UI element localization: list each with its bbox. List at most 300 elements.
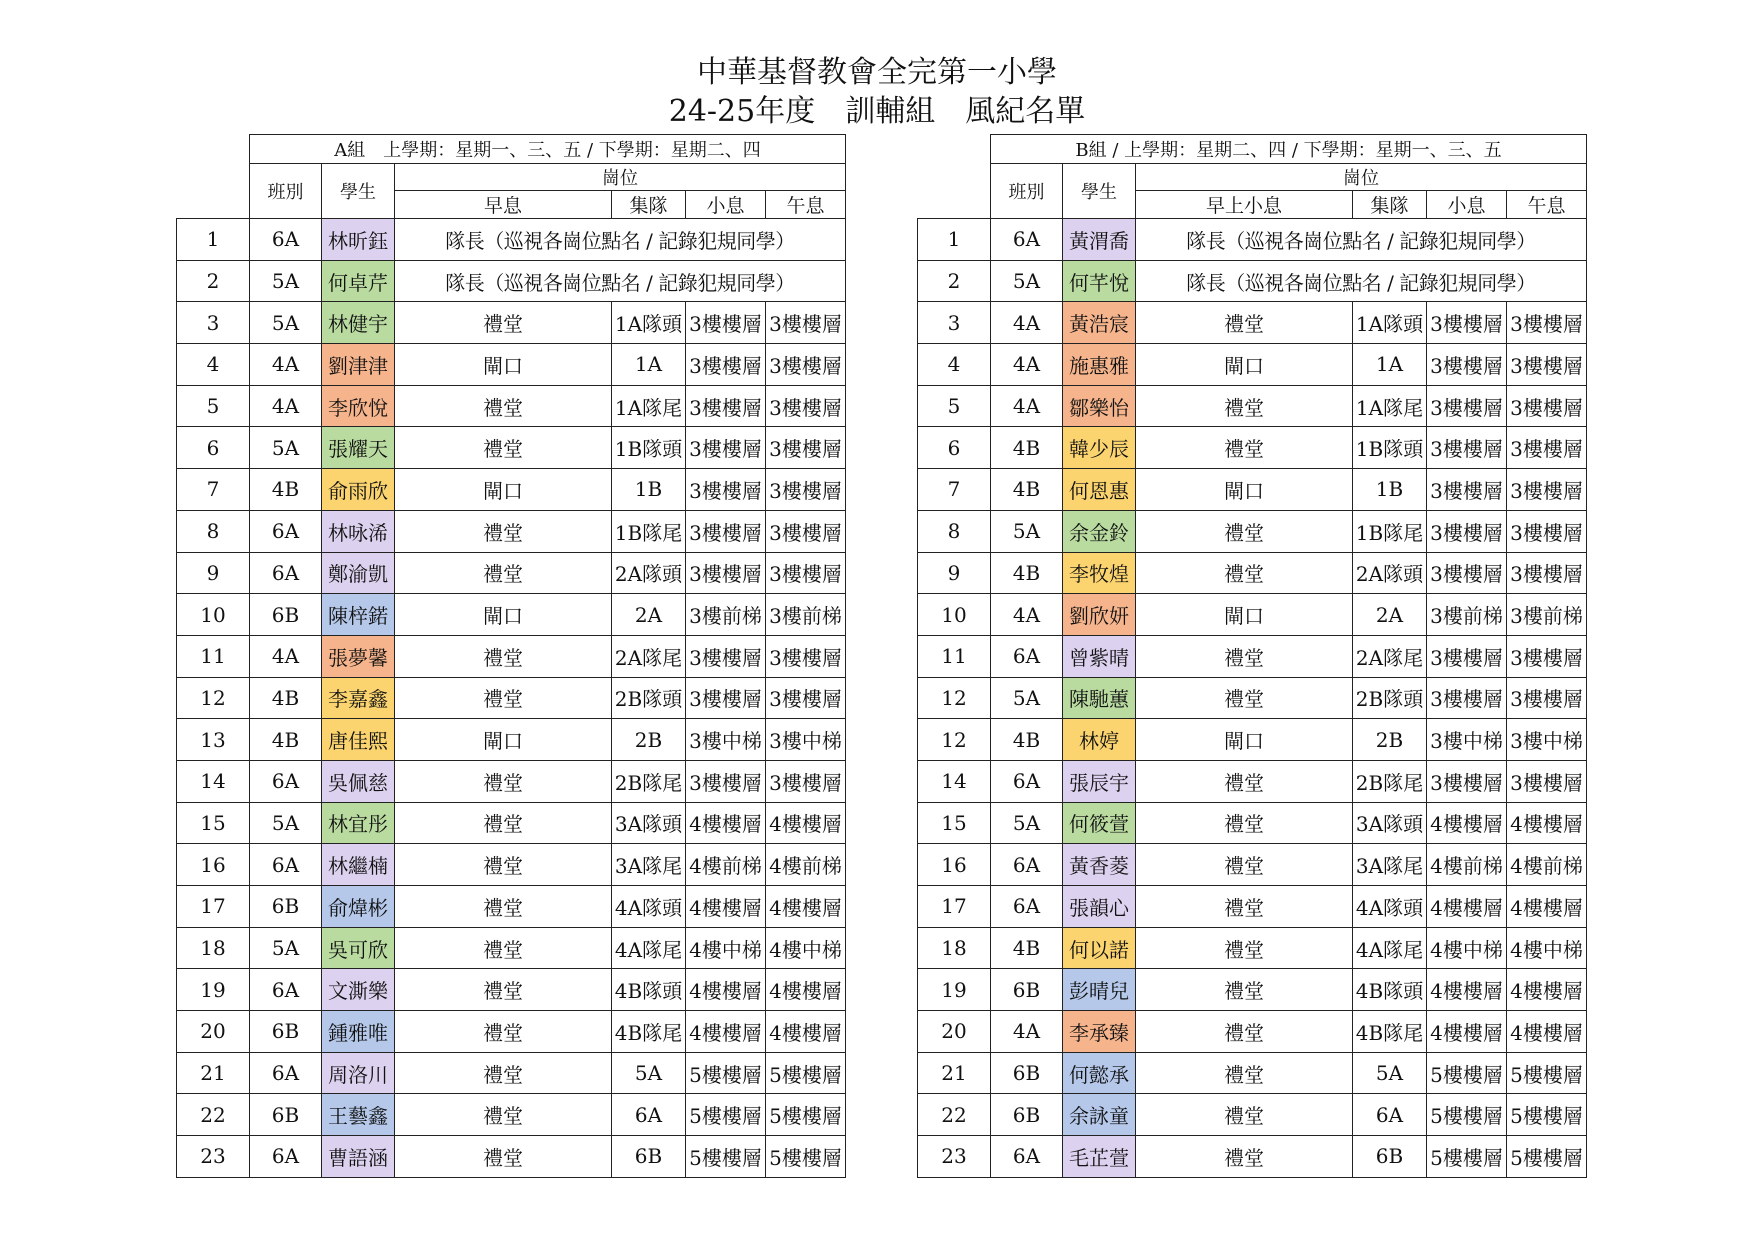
class-cell: 6A [991,886,1063,928]
lunch-post: 5樓樓層 [1507,1052,1587,1094]
table-row [177,969,846,1011]
recess-post: 4樓中梯 [686,927,766,969]
student-name: 李嘉鑫 [322,677,395,719]
table-row [177,260,846,302]
lunch-post: 3樓樓層 [766,302,846,344]
student-name: 林咏浠 [322,510,395,552]
assembly-post: 2A [612,594,686,636]
header-class: 班別 [250,164,322,219]
row-number: 4 [918,344,991,386]
morning-post: 禮堂 [1136,802,1353,844]
row-number: 3 [177,302,250,344]
student-name: 毛芷萱 [1063,1136,1136,1178]
recess-post: 3樓樓層 [1427,760,1507,802]
recess-post: 5樓樓層 [686,1052,766,1094]
row-number: 21 [177,1052,250,1094]
morning-post: 閘口 [395,344,612,386]
student-name: 張耀天 [322,427,395,469]
lunch-post: 3樓樓層 [1507,427,1587,469]
assembly-post: 6A [1353,1094,1427,1136]
recess-post: 3樓前梯 [686,594,766,636]
assembly-post: 2B隊頭 [1353,677,1427,719]
class-cell: 4B [991,427,1063,469]
row-number: 6 [177,427,250,469]
row-number: 18 [177,927,250,969]
row-number: 3 [918,302,991,344]
captain-duty: 隊長（巡視各崗位點名 / 記錄犯規同學） [1136,219,1587,261]
morning-post: 禮堂 [1136,760,1353,802]
assembly-post: 1B隊尾 [1353,510,1427,552]
recess-post: 3樓前梯 [1427,594,1507,636]
assembly-post: 5A [1353,1052,1427,1094]
row-number: 17 [918,886,991,928]
row-number: 23 [177,1136,250,1178]
class-cell: 5A [991,510,1063,552]
morning-post: 禮堂 [1136,1011,1353,1053]
class-cell: 6A [991,844,1063,886]
table-row [918,802,1587,844]
assembly-post: 1B [1353,469,1427,511]
assembly-post: 4B隊尾 [612,1011,686,1053]
lunch-post: 3樓樓層 [766,635,846,677]
recess-post: 3樓樓層 [1427,510,1507,552]
morning-post: 禮堂 [1136,844,1353,886]
row-number: 15 [918,802,991,844]
header-class: 班別 [991,164,1063,219]
morning-post: 閘口 [1136,719,1353,761]
class-cell: 5A [991,802,1063,844]
row-number: 5 [177,385,250,427]
row-number: 9 [918,552,991,594]
assembly-post: 4A隊頭 [612,886,686,928]
header-recess: 小息 [1427,191,1507,219]
morning-post: 禮堂 [1136,385,1353,427]
captain-duty: 隊長（巡視各崗位點名 / 記錄犯規同學） [395,219,846,261]
row-number: 22 [918,1094,991,1136]
row-number: 19 [177,969,250,1011]
assembly-post: 2B隊尾 [612,760,686,802]
lunch-post: 3樓樓層 [1507,760,1587,802]
class-cell: 5A [250,802,322,844]
assembly-post: 1A隊頭 [612,302,686,344]
student-name: 張辰宇 [1063,760,1136,802]
table-row [177,635,846,677]
table-row [177,594,846,636]
row-number: 11 [918,635,991,677]
recess-post: 4樓樓層 [1427,969,1507,1011]
morning-post: 閘口 [1136,594,1353,636]
lunch-post: 4樓樓層 [766,969,846,1011]
table-row [918,760,1587,802]
table-row [177,1136,846,1178]
group-a-body [177,219,846,1178]
class-cell: 4A [250,344,322,386]
table-row [918,1136,1587,1178]
assembly-post: 3A隊頭 [612,802,686,844]
lunch-post: 5樓樓層 [1507,1094,1587,1136]
recess-post: 3樓樓層 [686,510,766,552]
lunch-post: 4樓樓層 [766,886,846,928]
header-lunch: 午息 [1507,191,1587,219]
student-name: 林宜彤 [322,802,395,844]
morning-post: 閘口 [1136,344,1353,386]
student-name: 張韻心 [1063,886,1136,928]
student-name: 鍾雅唯 [322,1011,395,1053]
morning-post: 禮堂 [1136,969,1353,1011]
class-cell: 4A [250,635,322,677]
row-number: 21 [918,1052,991,1094]
assembly-post: 5A [612,1052,686,1094]
document-subtitle: 24-25年度 訓輔組 風紀名單 [668,94,1086,129]
recess-post: 3樓樓層 [686,760,766,802]
assembly-post: 1A隊頭 [1353,302,1427,344]
row-number: 1 [918,219,991,261]
captain-duty: 隊長（巡視各崗位點名 / 記錄犯規同學） [1136,260,1587,302]
lunch-post: 3樓樓層 [1507,552,1587,594]
assembly-post: 3A隊頭 [1353,802,1427,844]
table-row [177,886,846,928]
recess-post: 3樓樓層 [686,552,766,594]
table-row [177,469,846,511]
assembly-post: 1A隊尾 [612,385,686,427]
lunch-post: 3樓樓層 [1507,677,1587,719]
assembly-post: 3A隊尾 [1353,844,1427,886]
class-cell: 4B [991,927,1063,969]
row-number: 11 [177,635,250,677]
row-number: 20 [918,1011,991,1053]
row-number: 2 [177,260,250,302]
group-a-table [176,134,846,1178]
morning-post: 禮堂 [395,302,612,344]
table-row [918,469,1587,511]
assembly-post: 4A隊尾 [612,927,686,969]
recess-post: 3樓樓層 [1427,677,1507,719]
lunch-post: 3樓樓層 [766,427,846,469]
captain-duty: 隊長（巡視各崗位點名 / 記錄犯規同學） [395,260,846,302]
morning-post: 禮堂 [395,886,612,928]
morning-post: 禮堂 [395,635,612,677]
student-name: 吳可欣 [322,927,395,969]
lunch-post: 4樓前梯 [1507,844,1587,886]
student-name: 何恩惠 [1063,469,1136,511]
morning-post: 禮堂 [1136,927,1353,969]
recess-post: 4樓樓層 [686,1011,766,1053]
class-cell: 6A [991,635,1063,677]
row-number: 7 [177,469,250,511]
assembly-post: 6B [1353,1136,1427,1178]
lunch-post: 4樓中梯 [766,927,846,969]
student-name: 李牧煌 [1063,552,1136,594]
table-row [918,719,1587,761]
table-row [918,552,1587,594]
student-name: 張夢馨 [322,635,395,677]
student-name: 俞煒彬 [322,886,395,928]
morning-post: 禮堂 [1136,552,1353,594]
table-row [918,1011,1587,1053]
morning-post: 禮堂 [395,1011,612,1053]
assembly-post: 1B隊頭 [1353,427,1427,469]
lunch-post: 5樓樓層 [766,1136,846,1178]
lunch-post: 3樓樓層 [1507,385,1587,427]
recess-post: 4樓樓層 [1427,886,1507,928]
table-row [177,302,846,344]
assembly-post: 1A [612,344,686,386]
class-cell: 6A [991,219,1063,261]
class-cell: 6B [250,1011,322,1053]
table-row [177,385,846,427]
morning-post: 禮堂 [1136,635,1353,677]
lunch-post: 5樓樓層 [1507,1136,1587,1178]
row-number: 16 [177,844,250,886]
header-recess: 小息 [686,191,766,219]
student-name: 劉欣妍 [1063,594,1136,636]
group-b-table [917,134,1587,1178]
lunch-post: 4樓中梯 [1507,927,1587,969]
recess-post: 3樓樓層 [686,635,766,677]
class-cell: 6A [250,552,322,594]
recess-post: 3樓樓層 [686,385,766,427]
morning-post: 閘口 [395,594,612,636]
assembly-post: 6B [612,1136,686,1178]
table-row [177,844,846,886]
table-row [918,427,1587,469]
table-row [918,302,1587,344]
morning-post: 禮堂 [395,510,612,552]
row-number: 17 [177,886,250,928]
student-name: 余詠童 [1063,1094,1136,1136]
row-number: 9 [177,552,250,594]
lunch-post: 4樓樓層 [766,1011,846,1053]
row-number: 12 [177,677,250,719]
morning-post: 禮堂 [1136,1136,1353,1178]
assembly-post: 2A隊頭 [612,552,686,594]
class-cell: 6B [991,969,1063,1011]
assembly-post: 2A隊尾 [612,635,686,677]
assembly-post: 2A [1353,594,1427,636]
row-number: 10 [177,594,250,636]
student-name: 何卓芹 [322,260,395,302]
assembly-post: 2B隊尾 [1353,760,1427,802]
class-cell: 5A [250,260,322,302]
student-name: 鄭渝凱 [322,552,395,594]
header-student: 學生 [1063,164,1136,219]
morning-post: 禮堂 [395,385,612,427]
header-lunch: 午息 [766,191,846,219]
morning-post: 禮堂 [1136,302,1353,344]
morning-post: 禮堂 [395,552,612,594]
row-number: 14 [177,760,250,802]
row-number: 23 [918,1136,991,1178]
table-row [177,344,846,386]
student-name: 鄒樂怡 [1063,385,1136,427]
class-cell: 5A [250,302,322,344]
class-cell: 5A [991,260,1063,302]
recess-post: 3樓樓層 [1427,302,1507,344]
lunch-post: 3樓樓層 [1507,302,1587,344]
table-row [177,760,846,802]
lunch-post: 4樓樓層 [766,802,846,844]
assembly-post: 4B隊頭 [1353,969,1427,1011]
row-number: 22 [177,1094,250,1136]
morning-post: 禮堂 [395,760,612,802]
assembly-post: 2A隊尾 [1353,635,1427,677]
class-cell: 4A [991,385,1063,427]
table-row [177,1011,846,1053]
lunch-post: 4樓樓層 [1507,969,1587,1011]
table-row [177,1094,846,1136]
class-cell: 6A [991,1136,1063,1178]
student-name: 陳馳蕙 [1063,677,1136,719]
morning-post: 禮堂 [1136,677,1353,719]
morning-post: 禮堂 [1136,1052,1353,1094]
student-name: 周洛川 [322,1052,395,1094]
table-row [918,969,1587,1011]
header-assembly: 集隊 [612,191,686,219]
class-cell: 4A [991,302,1063,344]
lunch-post: 4樓樓層 [1507,802,1587,844]
student-name: 林繼楠 [322,844,395,886]
assembly-post: 6A [612,1094,686,1136]
recess-post: 3樓樓層 [686,469,766,511]
assembly-post: 1B [612,469,686,511]
class-cell: 6A [250,510,322,552]
assembly-post: 2A隊頭 [1353,552,1427,594]
student-name: 何懿承 [1063,1052,1136,1094]
student-name: 韓少辰 [1063,427,1136,469]
class-cell: 4A [991,594,1063,636]
table-row [177,1052,846,1094]
table-row [177,802,846,844]
row-number: 7 [918,469,991,511]
recess-post: 3樓樓層 [686,427,766,469]
table-row [918,594,1587,636]
morning-post: 禮堂 [395,1094,612,1136]
student-name: 俞雨欣 [322,469,395,511]
recess-post: 3樓中梯 [1427,719,1507,761]
class-cell: 4B [991,469,1063,511]
student-name: 王藝鑫 [322,1094,395,1136]
class-cell: 4B [250,719,322,761]
row-number: 5 [918,385,991,427]
lunch-post: 4樓前梯 [766,844,846,886]
class-cell: 4A [991,1011,1063,1053]
recess-post: 3樓樓層 [1427,635,1507,677]
recess-post: 4樓前梯 [1427,844,1507,886]
table-row [177,719,846,761]
lunch-post: 3樓樓層 [766,760,846,802]
recess-post: 4樓前梯 [686,844,766,886]
recess-post: 5樓樓層 [1427,1052,1507,1094]
assembly-post: 1A隊尾 [1353,385,1427,427]
lunch-post: 3樓樓層 [1507,510,1587,552]
class-cell: 5A [250,427,322,469]
table-row [918,1052,1587,1094]
recess-post: 5樓樓層 [1427,1094,1507,1136]
class-cell: 6B [991,1094,1063,1136]
recess-post: 4樓樓層 [686,886,766,928]
lunch-post: 3樓樓層 [766,677,846,719]
recess-post: 3樓樓層 [1427,469,1507,511]
row-number: 1 [177,219,250,261]
row-number: 4 [177,344,250,386]
student-name: 唐佳熙 [322,719,395,761]
table-row [177,927,846,969]
class-cell: 4A [991,344,1063,386]
assembly-post: 1A [1353,344,1427,386]
morning-post: 禮堂 [395,927,612,969]
morning-post: 禮堂 [1136,427,1353,469]
class-cell: 4B [250,677,322,719]
class-cell: 6A [250,969,322,1011]
assembly-post: 4A隊頭 [1353,886,1427,928]
lunch-post: 3樓中梯 [1507,719,1587,761]
morning-post: 禮堂 [1136,510,1353,552]
header-post: 崗位 [395,164,846,191]
table-row [918,886,1587,928]
lunch-post: 3樓樓層 [1507,344,1587,386]
student-name: 林健宇 [322,302,395,344]
student-name: 何以諾 [1063,927,1136,969]
table-row [918,344,1587,386]
student-name: 黃浩宸 [1063,302,1136,344]
student-name: 文澌樂 [322,969,395,1011]
class-cell: 4A [250,385,322,427]
lunch-post: 4樓樓層 [1507,886,1587,928]
student-name: 何芊悅 [1063,260,1136,302]
morning-post: 禮堂 [395,1136,612,1178]
class-cell: 6B [991,1052,1063,1094]
morning-post: 禮堂 [395,969,612,1011]
lunch-post: 3樓樓層 [1507,469,1587,511]
lunch-post: 3樓前梯 [766,594,846,636]
row-number: 12 [918,677,991,719]
recess-post: 4樓樓層 [686,969,766,1011]
student-name: 吳佩慈 [322,760,395,802]
lunch-post: 3樓樓層 [766,344,846,386]
class-cell: 4B [250,469,322,511]
row-number: 8 [918,510,991,552]
assembly-post: 4B隊尾 [1353,1011,1427,1053]
recess-post: 4樓樓層 [1427,802,1507,844]
morning-post: 禮堂 [395,427,612,469]
lunch-post: 5樓樓層 [766,1052,846,1094]
lunch-post: 3樓樓層 [1507,635,1587,677]
morning-post: 禮堂 [1136,1094,1353,1136]
assembly-post: 4A隊尾 [1353,927,1427,969]
student-name: 黃香菱 [1063,844,1136,886]
class-cell: 6B [250,1094,322,1136]
recess-post: 4樓樓層 [686,802,766,844]
student-name: 林婷 [1063,719,1136,761]
morning-post: 閘口 [395,719,612,761]
class-cell: 6B [250,886,322,928]
assembly-post: 3A隊尾 [612,844,686,886]
recess-post: 4樓樓層 [1427,1011,1507,1053]
table-row [177,552,846,594]
student-name: 施惠雅 [1063,344,1136,386]
student-name: 余金鈴 [1063,510,1136,552]
table-row [918,635,1587,677]
student-name: 彭晴兒 [1063,969,1136,1011]
lunch-post: 3樓樓層 [766,552,846,594]
class-cell: 6A [250,1136,322,1178]
class-cell: 5A [991,677,1063,719]
recess-post: 4樓中梯 [1427,927,1507,969]
recess-post: 3樓樓層 [686,677,766,719]
class-cell: 6A [250,844,322,886]
row-number: 15 [177,802,250,844]
lunch-post: 3樓中梯 [766,719,846,761]
